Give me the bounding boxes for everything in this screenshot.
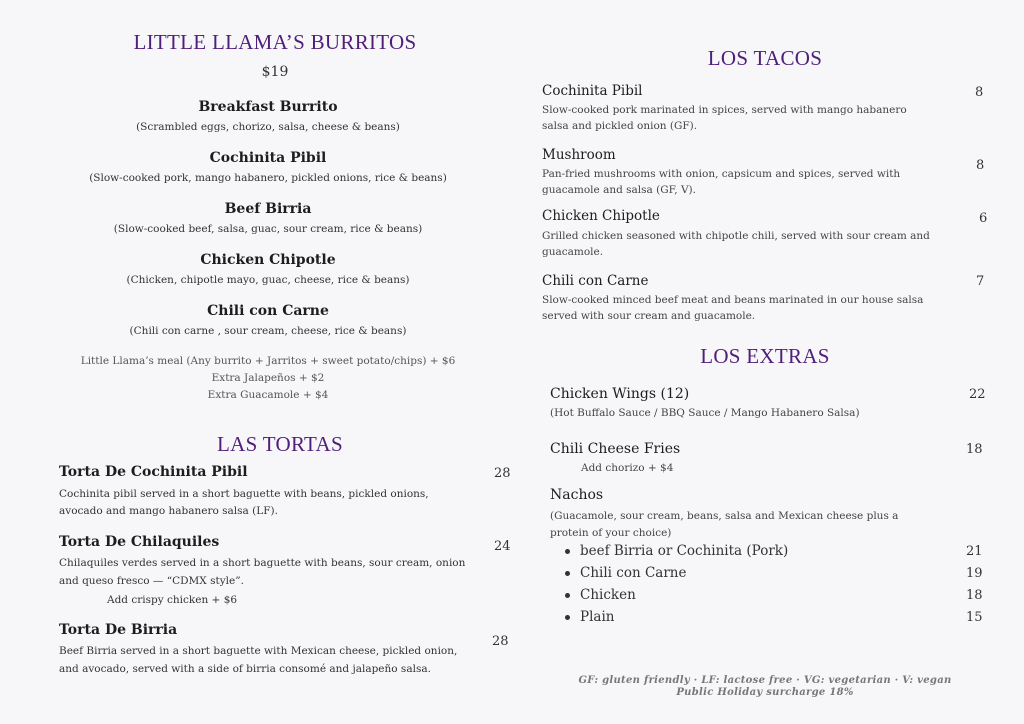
taco-desc: guacamole. [542,246,604,258]
burrito-desc: (Chili con carne , sour cream, cheese, rice & beans) [129,325,407,337]
burrito-name: Chicken Chipotle [200,252,336,268]
taco-name: Cochinita Pibil [542,83,643,99]
burrito-desc: (Slow-cooked beef, salsa, guac, sour cream, rice & beans) [113,223,423,235]
wings-desc: (Hot Buffalo Sauce / BBQ Sauce / Mango Habanero Salsa) [550,407,860,419]
torta-price: 28 [492,634,509,649]
nachos-option [565,543,788,559]
nachos-option-price: 19 [966,566,983,581]
torta-addon: Add crispy chicken + $6 [107,594,238,606]
fries-addon: Add chorizo + $4 [581,462,674,474]
taco-desc: Grilled chicken seasoned with chipotle chili, served with sour cream and [542,230,930,242]
taco-desc: Slow-cooked pork marinated in spices, served with mango habanero [542,104,907,116]
torta-name: Torta De Cochinita Pibil [59,464,248,480]
torta-desc: Cochinita pibil served in a short baguette with beans, pickled onions, [59,488,429,500]
burrito-addon: Little Llama’s meal (Any burrito + Jarritos + sweet potato/chips) + $6 [80,355,456,367]
tacos-heading: LOS TACOS [707,46,823,70]
wings-price: 22 [969,387,986,402]
nachos-option [565,565,686,581]
burritos-heading: LITTLE LLAMA’S BURRITOS [133,30,417,54]
nachos-desc: protein of your choice) [550,527,672,539]
burrito-desc: (Slow-cooked pork, mango habanero, pickled onions, rice & beans) [89,172,447,184]
taco-desc: salsa and pickled onion (GF). [542,120,698,132]
torta-desc: Chilaquiles verdes served in a short baguette with beans, sour cream, onion [59,557,466,569]
taco-price: 8 [975,85,984,100]
surcharge-note: Public Holiday surcharge 18% [676,687,854,698]
torta-desc: and queso fresco — “CDMX style”. [59,575,244,587]
footer [560,675,970,699]
burrito-desc: (Scrambled eggs, chorizo, salsa, cheese & beans) [136,121,400,133]
torta-price: 24 [494,539,511,554]
nachos-option-label: Chili con Carne [580,565,687,581]
burrito-name: Beef Birria [224,201,312,217]
nachos-option [565,587,636,603]
wings-name: Chicken Wings (12) [550,386,690,402]
burrito-addon: Extra Guacamole + $4 [207,389,329,401]
fries-price: 18 [966,442,983,457]
taco-name: Chicken Chipotle [542,208,660,224]
nachos-option-label: Plain [580,609,615,625]
torta-price: 28 [494,466,511,481]
burrito-desc: (Chicken, chipotle mayo, guac, cheese, rice & beans) [126,274,410,286]
nachos-option [565,609,614,625]
tortas-heading: LAS TORTAS [217,432,343,456]
extras-heading: LOS EXTRAS [700,344,830,368]
nachos-desc: (Guacamole, sour cream, beans, salsa and Mexican cheese plus a [550,510,899,522]
taco-price: 8 [976,158,985,173]
taco-desc: guacamole and salsa (GF, V). [542,184,696,196]
torta-desc: Beef Birria served in a short baguette with Mexican cheese, pickled onion, [59,645,458,657]
nachos-name: Nachos [550,487,604,503]
taco-desc: Pan-fried mushrooms with onion, capsicum and spices, served with [542,168,901,180]
bullet-icon [565,615,570,620]
taco-desc: served with sour cream and guacamole. [542,310,756,322]
taco-desc: Slow-cooked minced beef meat and beans marinated in our house salsa [542,294,924,306]
burrito-name: Cochinita Pibil [209,150,327,166]
fries-name: Chili Cheese Fries [550,441,681,457]
burrito-addon: Extra Jalapeños + $2 [211,372,325,384]
taco-price: 7 [976,274,985,289]
nachos-option-price: 21 [966,544,983,559]
torta-desc: and avocado, served with a side of birria consomé and jalapeño salsa. [59,663,431,675]
nachos-option-label: beef Birria or Cochinita (Pork) [580,543,789,559]
taco-name: Mushroom [542,147,616,163]
burritos-price: $19 [261,64,289,80]
taco-price: 6 [979,211,988,226]
torta-name: Torta De Chilaquiles [59,534,220,550]
bullet-icon [565,593,570,598]
nachos-option-label: Chicken [580,587,636,603]
bullet-icon [565,571,570,576]
nachos-option-price: 15 [966,610,983,625]
taco-name: Chili con Carne [542,273,649,289]
nachos-option-price: 18 [966,588,983,603]
burrito-name: Chili con Carne [207,303,329,319]
torta-desc: avocado and mango habanero salsa (LF). [59,505,278,517]
dietary-legend: GF: gluten friendly · LF: lactose free · VG: vegetarian · V: vegan [578,675,952,686]
bullet-icon [565,549,570,554]
burrito-name: Breakfast Burrito [198,99,338,115]
torta-name: Torta De Birria [59,622,178,638]
